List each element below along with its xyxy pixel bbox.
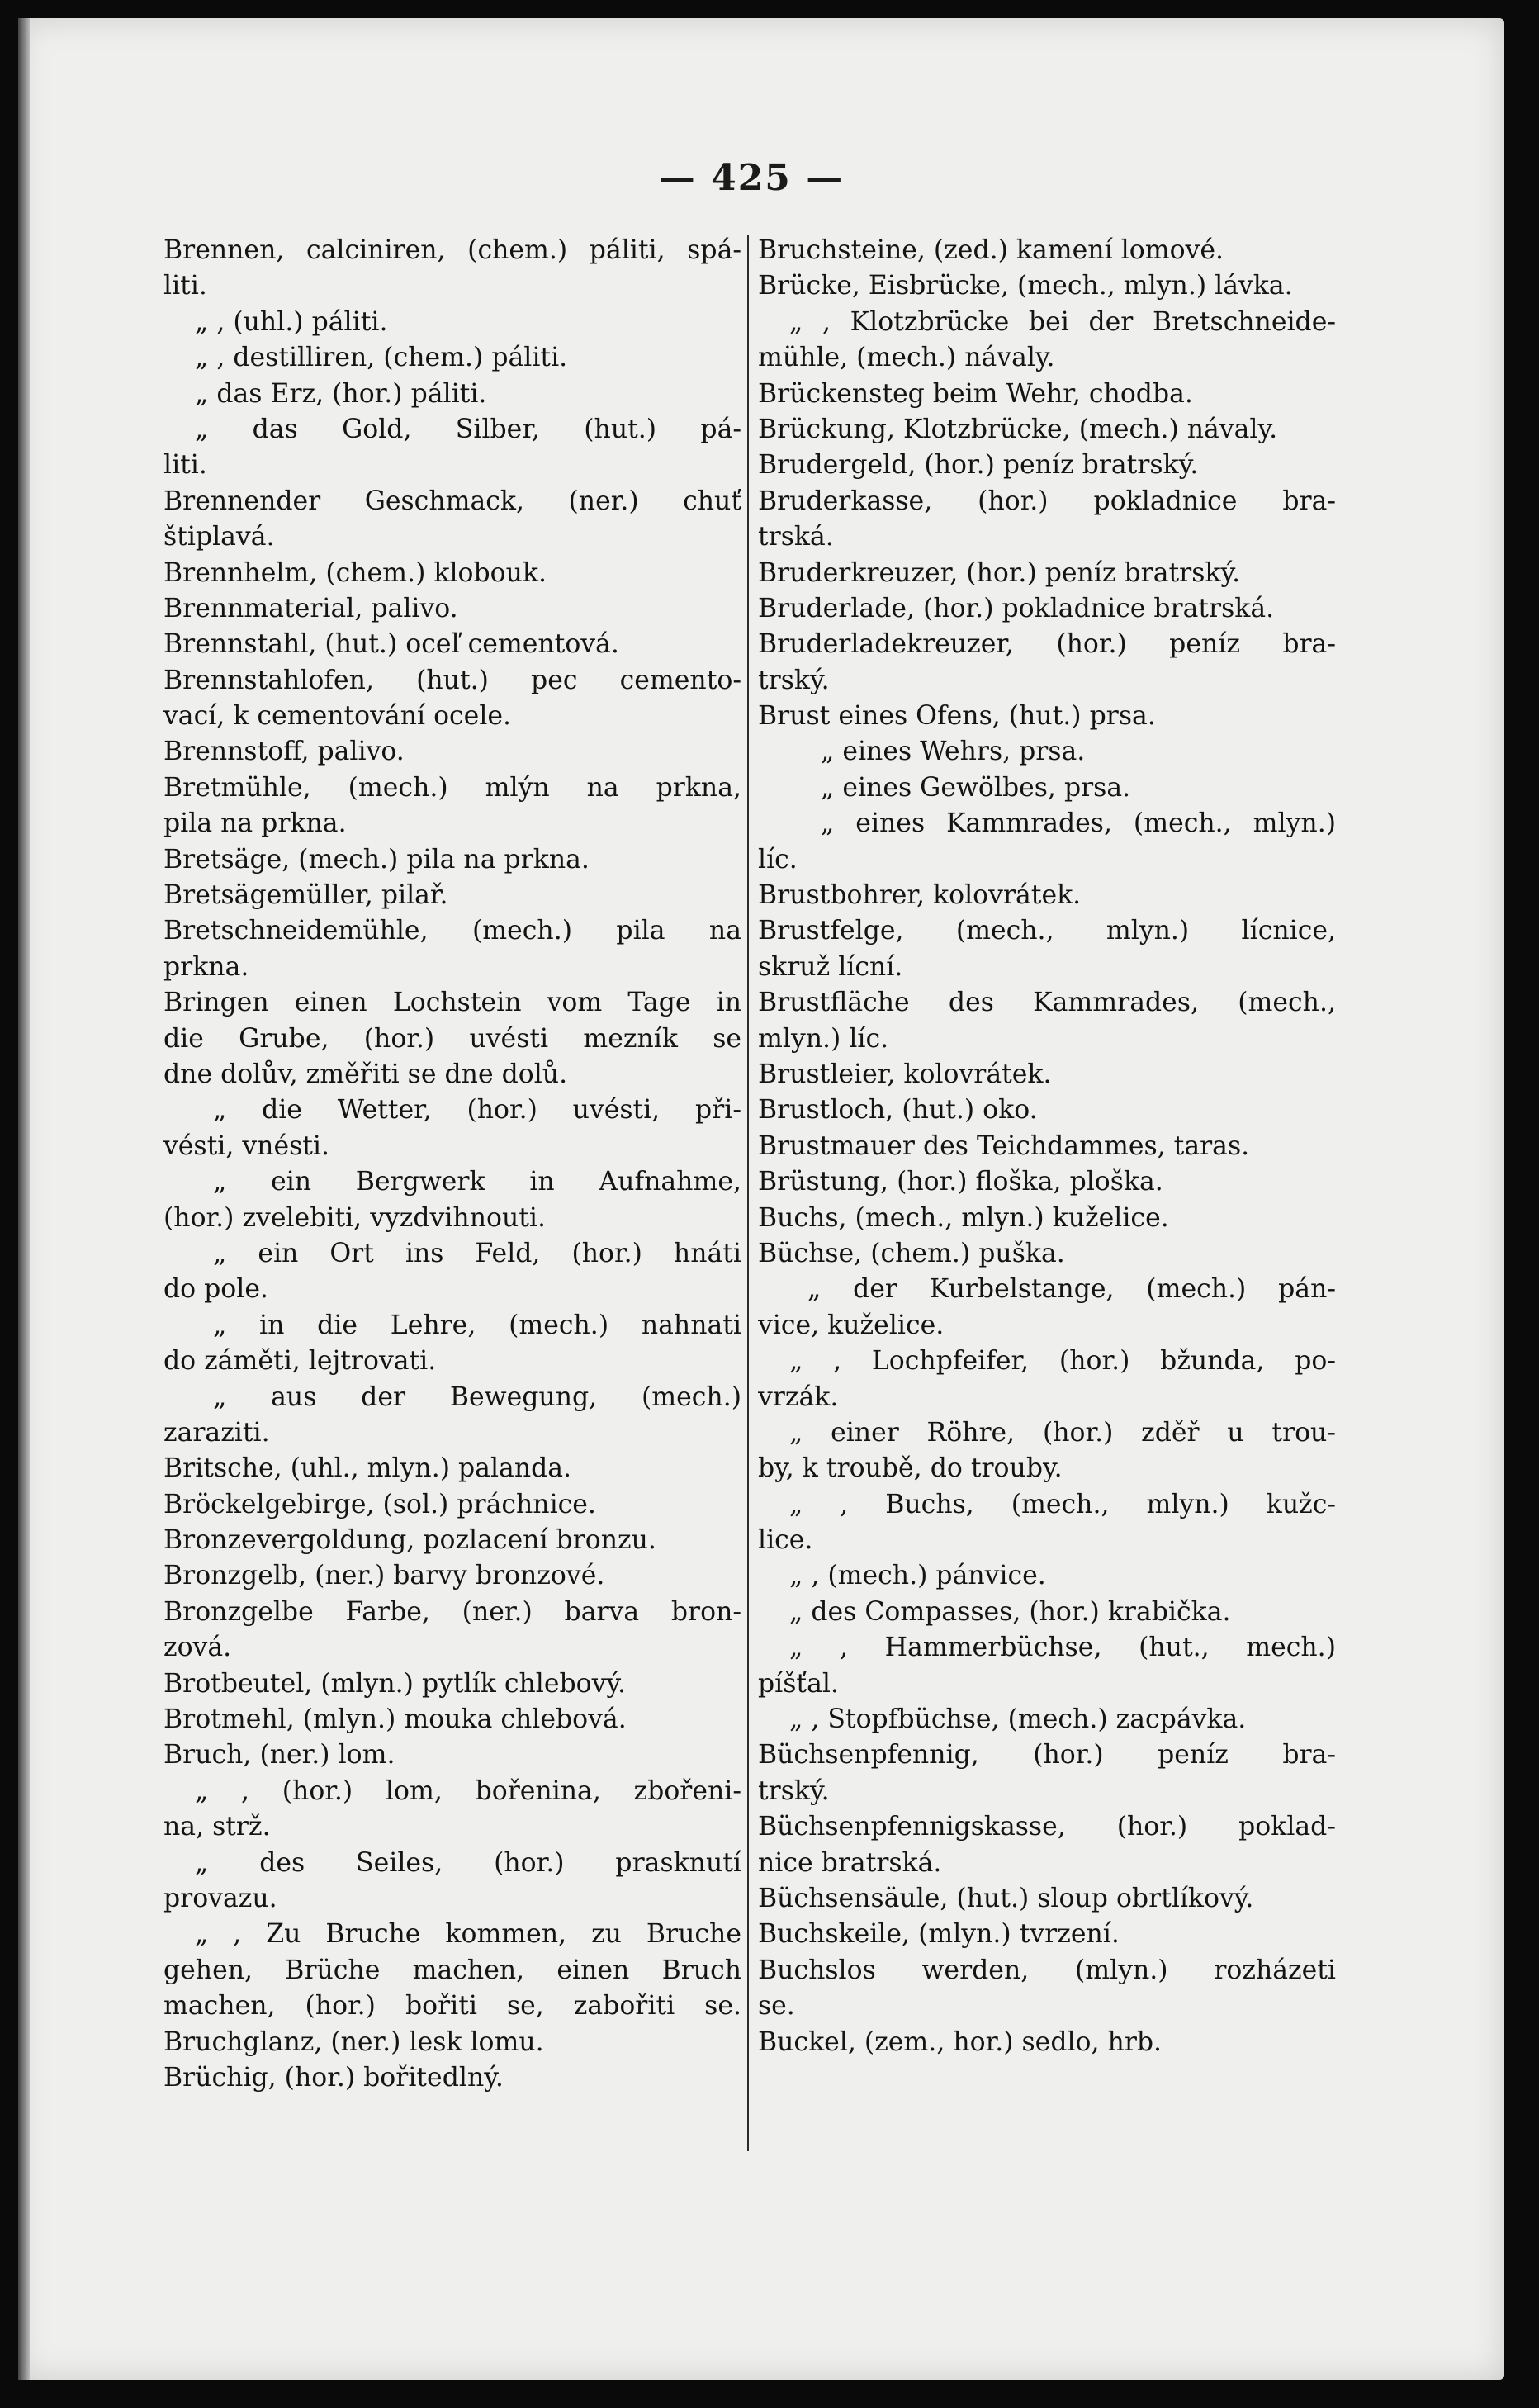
entry-line: „ , Lochpfeifer, (hor.) bžunda, po-: [789, 1346, 1336, 1377]
right-column: [758, 233, 1336, 2060]
entry-line: „ , Hammerbüchse, (hut., mech.): [789, 1633, 1336, 1663]
entry-line: Brustleier, kolovrátek.: [758, 1059, 1052, 1089]
entry-line: Bretsäge, (mech.) pila na prkna.: [163, 844, 590, 875]
entry-line: machen, (hor.) bořiti se, zabořiti se.: [163, 1991, 741, 2022]
entry-line: „ , Buchs, (mech., mlyn.) kužc-: [789, 1489, 1336, 1519]
entry-line: do pole.: [163, 1274, 268, 1305]
entry-line: Bruchglanz, (ner.) lesk lomu.: [163, 2026, 544, 2057]
entry-line: Brust eines Ofens, (hut.) prsa.: [758, 701, 1156, 732]
entry-line: Buchskeile, (mlyn.) tvrzení.: [758, 1919, 1120, 1950]
entry-line: štiplavá.: [163, 522, 275, 552]
entry-line: Brüchig, (hor.) bořitedlný.: [163, 2062, 504, 2093]
entry-line: skruž lícní.: [758, 951, 903, 982]
entry-line: Brotmehl, (mlyn.) mouka chlebová.: [163, 1704, 627, 1735]
entry-line: „ ein Ort ins Feld, (hor.) hnáti: [213, 1238, 741, 1268]
entry-line: prkna.: [163, 951, 249, 982]
entry-line: vésti, vnésti.: [163, 1131, 329, 1161]
entry-line: Brotbeutel, (mlyn.) pytlík chlebový.: [163, 1668, 627, 1699]
entry-line: Bretschneidemühle, (mech.) pila na: [163, 916, 741, 946]
entry-line: Brennen, calciniren, (chem.) páliti, spá-: [163, 235, 741, 265]
entry-line: zaraziti.: [163, 1417, 270, 1448]
entry-line: Britsche, (uhl., mlyn.) palanda.: [163, 1453, 572, 1484]
entry-line: vací, k cementování ocele.: [163, 701, 512, 732]
entry-line: Brückensteg beim Wehr, chodba.: [758, 378, 1193, 409]
entry-line: líc.: [758, 844, 798, 875]
entry-line: Brennstahlofen, (hut.) pec cemento-: [163, 665, 741, 695]
entry-line: Büchsenpfennig, (hor.) peníz bra-: [758, 1740, 1336, 1770]
entry-line: „ einer Röhre, (hor.) zděř u trou-: [789, 1417, 1336, 1448]
entry-line: Bringen einen Lochstein vom Tage in: [163, 988, 741, 1018]
entry-line: Bretsägemüller, pilař.: [163, 880, 448, 911]
entry-line: lice.: [758, 1525, 813, 1556]
entry-line: „ der Kurbelstange, (mech.) pán-: [807, 1274, 1336, 1305]
left-column: [163, 233, 741, 2096]
entry-line: „ , (uhl.) páliti.: [195, 306, 388, 337]
entry-line: se.: [758, 1991, 795, 2022]
entry-line: trský.: [758, 665, 830, 695]
entry-line: Bronzgelbe Farbe, (ner.) barva bron-: [163, 1596, 741, 1627]
entry-line: „ , (hor.) lom, bořenina, zbořeni-: [195, 1775, 741, 1806]
entry-line: „ ein Bergwerk in Aufnahme,: [213, 1167, 741, 1197]
entry-line: Bruderkreuzer, (hor.) peníz bratrský.: [758, 557, 1241, 588]
entry-line: „ die Wetter, (hor.) uvésti, při-: [213, 1095, 741, 1126]
entry-line: Brennstoff, palivo.: [163, 737, 405, 767]
entry-line: Buchs, (mech., mlyn.) kuželice.: [758, 1202, 1169, 1233]
entry-line: Bruch, (ner.) lom.: [163, 1740, 395, 1770]
entry-line: Bruchsteine, (zed.) kamení lomové.: [758, 235, 1224, 265]
entry-line: trská.: [758, 522, 834, 552]
page-number: — 425 —: [658, 157, 845, 199]
entry-line: „ das Erz, (hor.) páliti.: [195, 378, 487, 409]
entry-line: gehen, Brüche machen, einen Bruch: [163, 1955, 741, 1985]
entry-line: mlyn.) líc.: [758, 1023, 889, 1054]
entry-line: (hor.) zvelebiti, vyzdvihnouti.: [163, 1202, 546, 1233]
entry-line: „ , Stopfbüchse, (mech.) zacpávka.: [789, 1704, 1247, 1735]
entry-line: Brustfläche des Kammrades, (mech.,: [758, 988, 1336, 1018]
entry-line: na, strž.: [163, 1812, 271, 1842]
page-edge: [18, 18, 30, 2380]
entry-line: Büchsensäule, (hut.) sloup obrtlíkový.: [758, 1883, 1254, 1913]
entry-line: Büchse, (chem.) puška.: [758, 1238, 1065, 1268]
entry-line: „ aus der Bewegung, (mech.): [213, 1382, 741, 1412]
entry-line: provazu.: [163, 1883, 277, 1913]
entry-line: píšťal.: [758, 1668, 839, 1699]
entry-line: „ , (mech.) pánvice.: [789, 1561, 1046, 1591]
entry-line: Brüstung, (hor.) floška, ploška.: [758, 1167, 1163, 1197]
entry-line: trský.: [758, 1775, 830, 1806]
entry-line: „ eines Kammrades, (mech., mlyn.): [821, 808, 1336, 839]
entry-line: Brustloch, (hut.) oko.: [758, 1095, 1038, 1126]
entry-line: Buchslos werden, (mlyn.) rozházeti: [758, 1955, 1336, 1985]
entry-line: die Grube, (hor.) uvésti mezník se: [163, 1023, 741, 1054]
entry-line: Brückung, Klotzbrücke, (mech.) návaly.: [758, 414, 1278, 444]
entry-line: „ , Klotzbrücke bei der Bretschneide-: [789, 306, 1336, 337]
entry-line: „ das Gold, Silber, (hut.) pá-: [195, 414, 741, 444]
entry-line: Bronzevergoldung, pozlacení bronzu.: [163, 1525, 656, 1556]
entry-line: Bruderkasse, (hor.) pokladnice bra-: [758, 486, 1336, 516]
entry-line: Brustfelge, (mech., mlyn.) lícnice,: [758, 916, 1336, 946]
entry-line: pila na prkna.: [163, 808, 347, 839]
entry-line: Brustbohrer, kolovrátek.: [758, 880, 1082, 911]
entry-line: vrzák.: [758, 1382, 839, 1412]
entry-line: „ des Seiles, (hor.) prasknutí: [195, 1847, 741, 1878]
entry-line: Buckel, (zem., hor.) sedlo, hrb.: [758, 2026, 1163, 2057]
entry-line: Brennender Geschmack, (ner.) chuť: [163, 486, 741, 516]
entry-line: Büchsenpfennigskasse, (hor.) poklad-: [758, 1812, 1336, 1842]
entry-line: Bröckelgebirge, (sol.) práchnice.: [163, 1489, 596, 1519]
entry-line: Brücke, Eisbrücke, (mech., mlyn.) lávka.: [758, 271, 1293, 301]
entry-line: „ , destilliren, (chem.) páliti.: [195, 343, 568, 373]
entry-line: vice, kuželice.: [758, 1310, 945, 1340]
entry-line: do záměti, lejtrovati.: [163, 1346, 437, 1377]
column-divider: [747, 235, 749, 2151]
entry-line: Brennhelm, (chem.) klobouk.: [163, 557, 547, 588]
entry-line: Brustmauer des Teichdammes, taras.: [758, 1131, 1250, 1161]
entry-line: mühle, (mech.) návaly.: [758, 343, 1055, 373]
entry-line: Bronzgelb, (ner.) barvy bronzové.: [163, 1561, 605, 1591]
entry-line: Bretmühle, (mech.) mlýn na prkna,: [163, 772, 741, 803]
entry-line: Bruderlade, (hor.) pokladnice bratrská.: [758, 593, 1275, 623]
entry-line: nice bratrská.: [758, 1847, 942, 1878]
entry-line: dne dolův, změřiti se dne dolů.: [163, 1059, 568, 1089]
entry-line: liti.: [163, 450, 207, 481]
entry-line: Brennmaterial, palivo.: [163, 593, 458, 623]
entry-line: by, k troubě, do trouby.: [758, 1453, 1063, 1484]
entry-line: Brudergeld, (hor.) peníz bratrský.: [758, 450, 1199, 481]
entry-line: Brennstahl, (hut.) oceľ cementová.: [163, 629, 619, 660]
entry-line: „ eines Gewölbes, prsa.: [821, 772, 1131, 803]
entry-line: zová.: [163, 1633, 232, 1663]
entry-line: „ in die Lehre, (mech.) nahnati: [213, 1310, 741, 1340]
entry-line: „ , Zu Bruche kommen, zu Bruche: [195, 1919, 741, 1950]
entry-line: „ des Compasses, (hor.) krabička.: [789, 1596, 1231, 1627]
entry-line: „ eines Wehrs, prsa.: [821, 737, 1086, 767]
entry-line: liti.: [163, 271, 207, 301]
entry-line: Bruderladekreuzer, (hor.) peníz bra-: [758, 629, 1336, 660]
